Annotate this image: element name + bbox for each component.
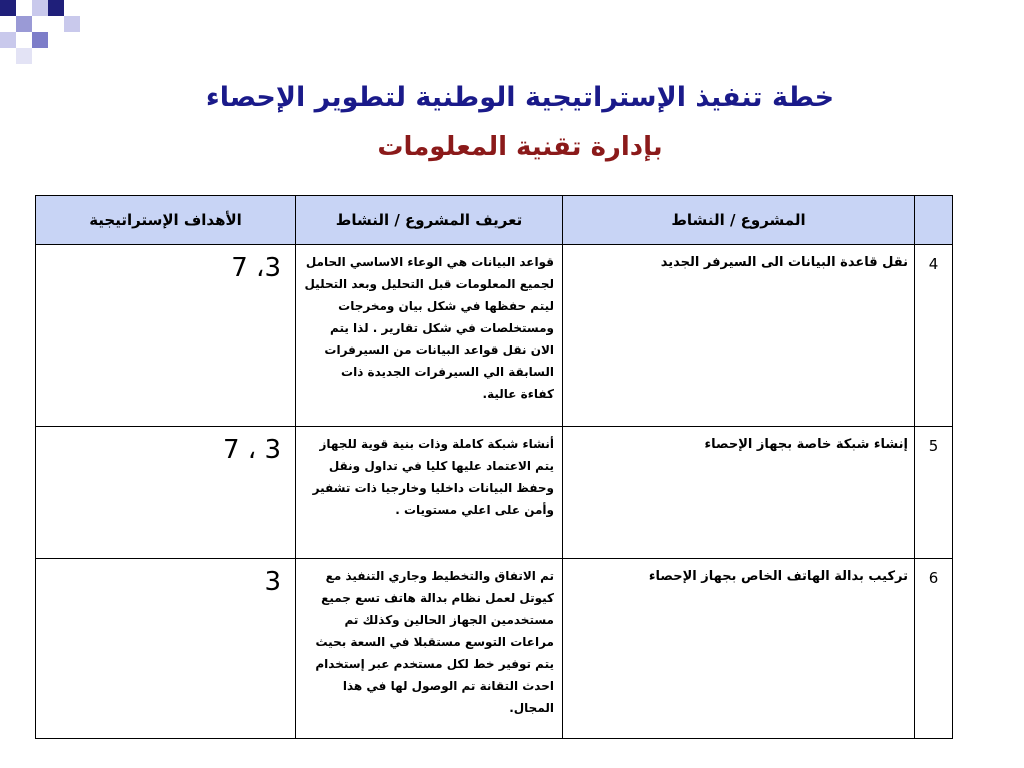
table-header-row — [36, 196, 953, 245]
header-num — [915, 196, 953, 245]
decor-square — [16, 48, 32, 64]
row-definition: تم الاتفاق والتخطيط وجاري التنفيذ مع كيوتل لعمل نظام بدالة هاتف تسع جميع مستخدمين الجهاز الحالين وكذلك تم مراعات التوسع مستقبلا في السعة بحيث يتم توفير خط لكل مستخدم عبر إستخدام احدث التقانة تم الوصول لها في هذا المجال. — [296, 559, 563, 739]
row-goals: 3 ، 7 — [36, 427, 296, 559]
row-project: تركيب بدالة الهاتف الخاص بجهاز الإحصاء — [563, 559, 915, 739]
row-definition: قواعد البيانات هي الوعاء الاساسي الحامل لجميع المعلومات قبل التحليل وبعد التحليل ليتم حفظها في شكل بيان ومخرجات ومستخلصات في شكل تقارير . لذا يتم الان نقل قواعد البيانات من السيرفرات السابقة الي السيرفرات الجديدة ذات كفاءة عالية. — [296, 245, 563, 427]
row-definition: أنشاء شبكة كاملة وذات بنية قوية للجهاز يتم الاعتماد عليها كليا في تداول ونقل وحفظ البيانات داخليا وخارجيا ذات تشفير وأمن على اعلي مستويات . — [296, 427, 563, 559]
header-goals: الأهداف الإستراتيجية — [36, 196, 296, 245]
row-number: 4 — [915, 245, 953, 427]
row-project: إنشاء شبكة خاصة بجهاز الإحصاء — [563, 427, 915, 559]
decor-square — [0, 32, 16, 48]
decor-square — [16, 16, 32, 32]
row-number: 6 — [915, 559, 953, 739]
row-project: نقل قاعدة البيانات الى السيرفر الجديد — [563, 245, 915, 427]
row-goals: 3، 7 — [36, 245, 296, 427]
header-definition: تعريف المشروع / النشاط — [296, 196, 563, 245]
header-project: المشروع / النشاط — [563, 196, 915, 245]
decor-square — [48, 0, 64, 16]
plan-table — [35, 195, 953, 739]
row-number: 5 — [915, 427, 953, 559]
table-row — [36, 559, 953, 739]
slide-title: خطة تنفيذ الإستراتيجية الوطنية لتطوير الإحصاء — [205, 82, 835, 113]
slide-subtitle: بإدارة تقنية المعلومات — [377, 132, 663, 162]
table-row — [36, 427, 953, 559]
table-row — [36, 245, 953, 427]
decor-square — [32, 32, 48, 48]
decor-square — [64, 16, 80, 32]
row-goals: 3 — [36, 559, 296, 739]
decor-square — [0, 0, 16, 16]
decor-square — [32, 0, 48, 16]
